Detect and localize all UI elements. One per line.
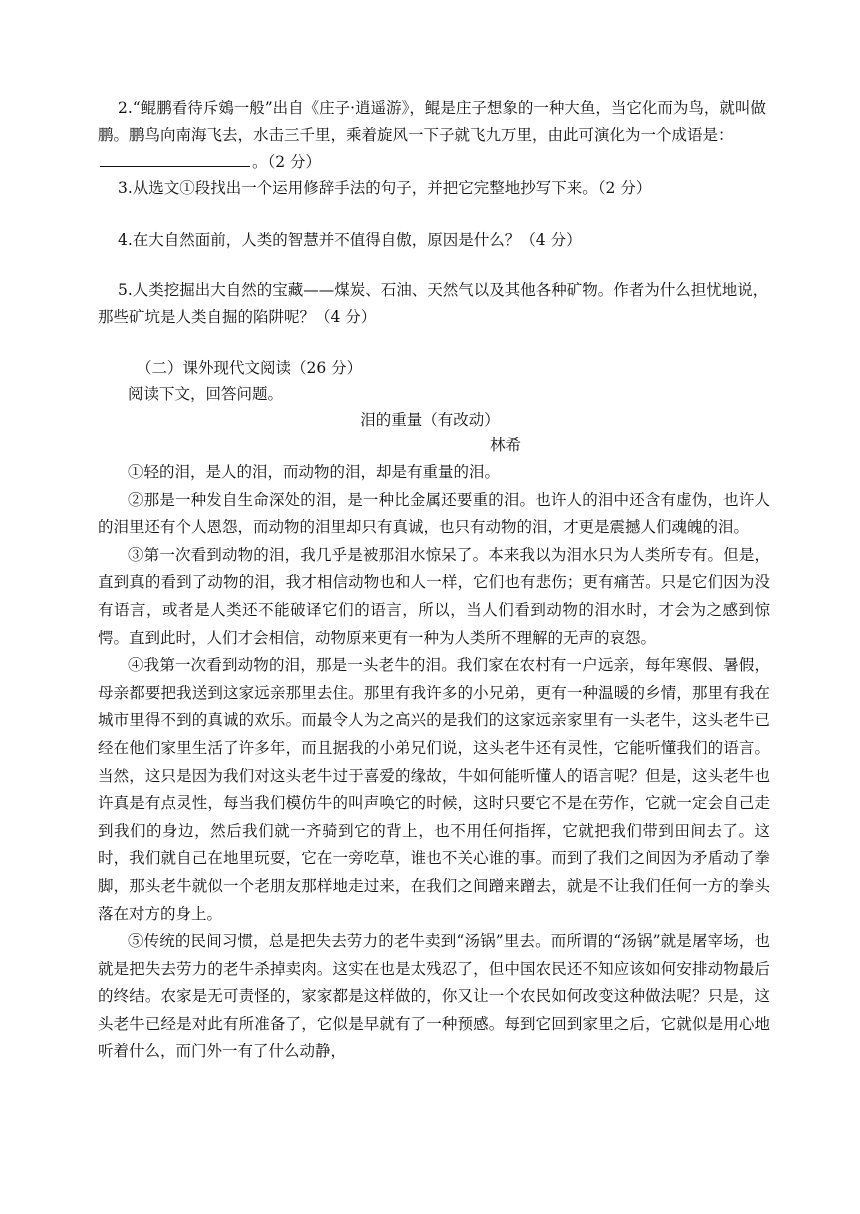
article-paragraph: ③第一次看到动物的泪，我几乎是被那泪水惊呆了。本来我以为泪水只为人类所专有。但是，直到真的看到了动物的泪，我才相信动物也和人一样，它们也有悲伤；更有痛苦。只是它们因为没有语言，或者是人类还不能破译它们的语言，所以，当人们看到动物的泪水时，才会为之感到惊愕。直到此时，人们才会相信，动物原来更有一种为人类所不理解的无声的哀怨。 xyxy=(98,545,770,647)
section-instruction: 阅读下文，回答问题。 xyxy=(128,385,284,403)
question-4: 4.在大自然面前，人类的智慧并不值得自傲，原因是什么？（4 分） xyxy=(118,231,582,249)
answer-blank[interactable] xyxy=(100,150,250,167)
question-5: 5.人类挖掘出大自然的宝藏——煤炭、石油、天然气以及其他各种矿物。作者为什么担忧地说，那些矿坑是人类自掘的陷阱呢？（4 分） xyxy=(98,281,769,326)
question-2-score: 。（2 分） xyxy=(252,153,322,171)
section-heading: （二）课外现代文阅读（26 分） xyxy=(136,359,363,377)
article-body xyxy=(98,459,770,1066)
question-3: 3.从选文①段找出一个运用修辞手法的句子，并把它完整地抄写下来。（2 分） xyxy=(118,179,652,197)
article-paragraph: ②那是一种发自生命深处的泪，是一种比金属还要重的泪。也许人的泪中还含有虚伪，也许人的泪里还有个人恩怨，而动物的泪里却只有真诚，也只有动物的泪，才更是震撼人们魂魄的泪。 xyxy=(98,490,770,537)
question-2 xyxy=(98,95,770,176)
article-title: 泪的重量（有改动） xyxy=(360,411,500,429)
question-2-text: 2.“鲲鹏看待斥鴳一般”出自《庄子·逍遥游》，鲲是庄子想象的一种大鱼，当它化而为鸟，就叫做鹏。鹏鸟向南海飞去，水击三千里，乘着旋风一下子就飞九万里，由此可演化为一个成语是： xyxy=(98,99,766,144)
article-paragraph: ④我第一次看到动物的泪，那是一头老牛的泪。我们家在农村有一户远亲，每年寒假、暑假，母亲都要把我送到这家远亲那里去住。那里有我许多的小兄弟，更有一种温暖的乡情，那里有我在城市里得不到的真诚的欢乐。而最令人为之高兴的是我们的这家远亲家里有一头老牛，这头老牛已经在他们家里生活了许多年，而且据我的小弟兄们说，这头老牛还有灵性，它能听懂我们的语言。当然，这只是因为我们对这头老牛过于喜爱的缘故，牛如何能听懂人的语言呢？但是，这头老牛也许真是有点灵性，每当我们模仿牛的叫声唤它的时候，这时只要它不是在劳作，它就一定会自己走到我们的身边，然后我们就一齐骑到它的背上，也不用任何指挥，它就把我们带到田间去了。这时，我们就自己在地里玩耍，它在一旁吃草，谁也不关心谁的事。而到了我们之间因为矛盾动了拳脚，那头老牛就似一个老朋友那样地走过来，在我们之间蹭来蹭去，就是不让我们任何一方的拳头落在对方的身上。 xyxy=(98,656,770,923)
article-paragraph: ①轻的泪，是人的泪，而动物的泪，却是有重量的泪。 xyxy=(128,463,501,481)
article-author: 林希 xyxy=(490,436,522,454)
article-paragraph: ⑤传统的民间习惯，总是把失去劳力的老牛卖到“汤锅”里去。而所谓的“汤锅”就是屠宰场，也就是把失去劳力的老牛杀掉卖肉。这实在也是太残忍了，但中国农民还不知应该如何安排动物最后的终结。农家是无可责怪的，家家都是这样做的，你又让一个农民如何改变这种做法呢？只是，这头老牛已经是对此有所准备了，它似是早就有了一种预感。每到它回到家里之后，它就似是用心地听着什么，而门外一有了什么动静， xyxy=(98,932,770,1061)
